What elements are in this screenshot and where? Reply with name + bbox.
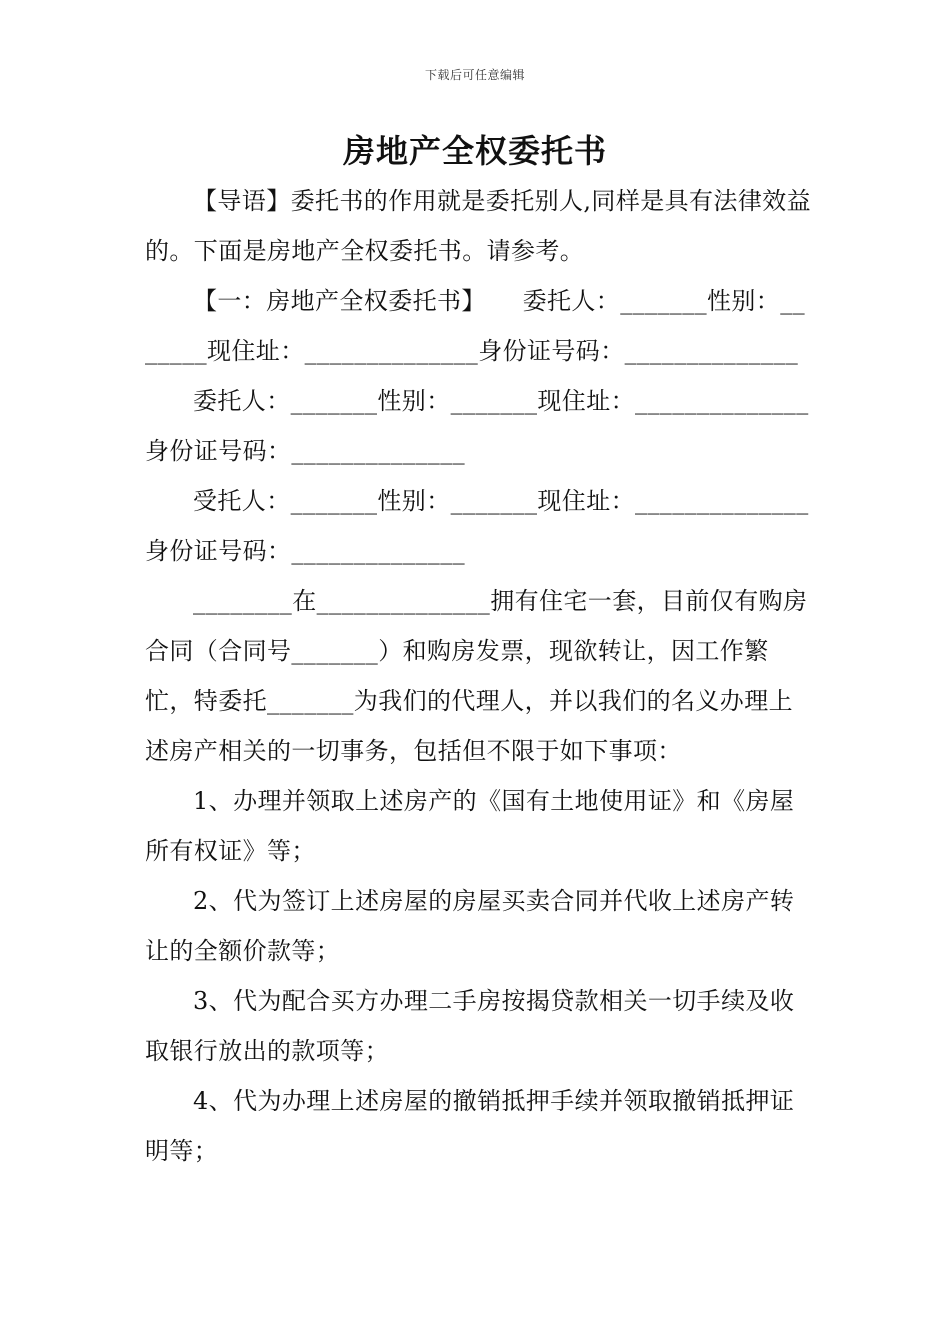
item-4-paragraph: 4、代为办理上述房屋的撤销抵押手续并领取撤销抵押证明等； bbox=[145, 1087, 795, 1165]
agent-paragraph: 受托人：_______性别：_______现住址：______________身份证号码：______________ bbox=[145, 487, 809, 565]
section-one-principal-paragraph: 【一：房地产全权委托书】 委托人：_______性别：_______现住址：______________身份证号码：______________ bbox=[145, 287, 805, 365]
property-description-paragraph: ________在______________拥有住宅一套，目前仅有购房合同（合同号_______）和购房发票，现欲转让，因工作繁忙，特委托_______为我们的代理人，并以我们的名义办理上述房产相关的一切事务，包括但不限于如下事项： bbox=[145, 587, 808, 765]
document-body bbox=[145, 176, 815, 1176]
item-1-paragraph: 1、办理并领取上述房产的《国有土地使用证》和《房屋所有权证》等； bbox=[145, 787, 795, 865]
intro-paragraph: 【导语】委托书的作用就是委托别人,同样是具有法律效益的。下面是房地产全权委托书。请参考。 bbox=[145, 187, 812, 265]
second-principal-paragraph: 委托人：_______性别：_______现住址：______________身份证号码：______________ bbox=[145, 387, 809, 465]
document-title: 房地产全权委托书 bbox=[342, 132, 607, 170]
item-2-paragraph: 2、代为签订上述房屋的房屋买卖合同并代收上述房产转让的全额价款等； bbox=[145, 887, 795, 965]
header-note: 下载后可任意编辑 bbox=[424, 68, 525, 82]
item-3-paragraph: 3、代为配合买方办理二手房按揭贷款相关一切手续及收取银行放出的款项等； bbox=[145, 987, 795, 1065]
